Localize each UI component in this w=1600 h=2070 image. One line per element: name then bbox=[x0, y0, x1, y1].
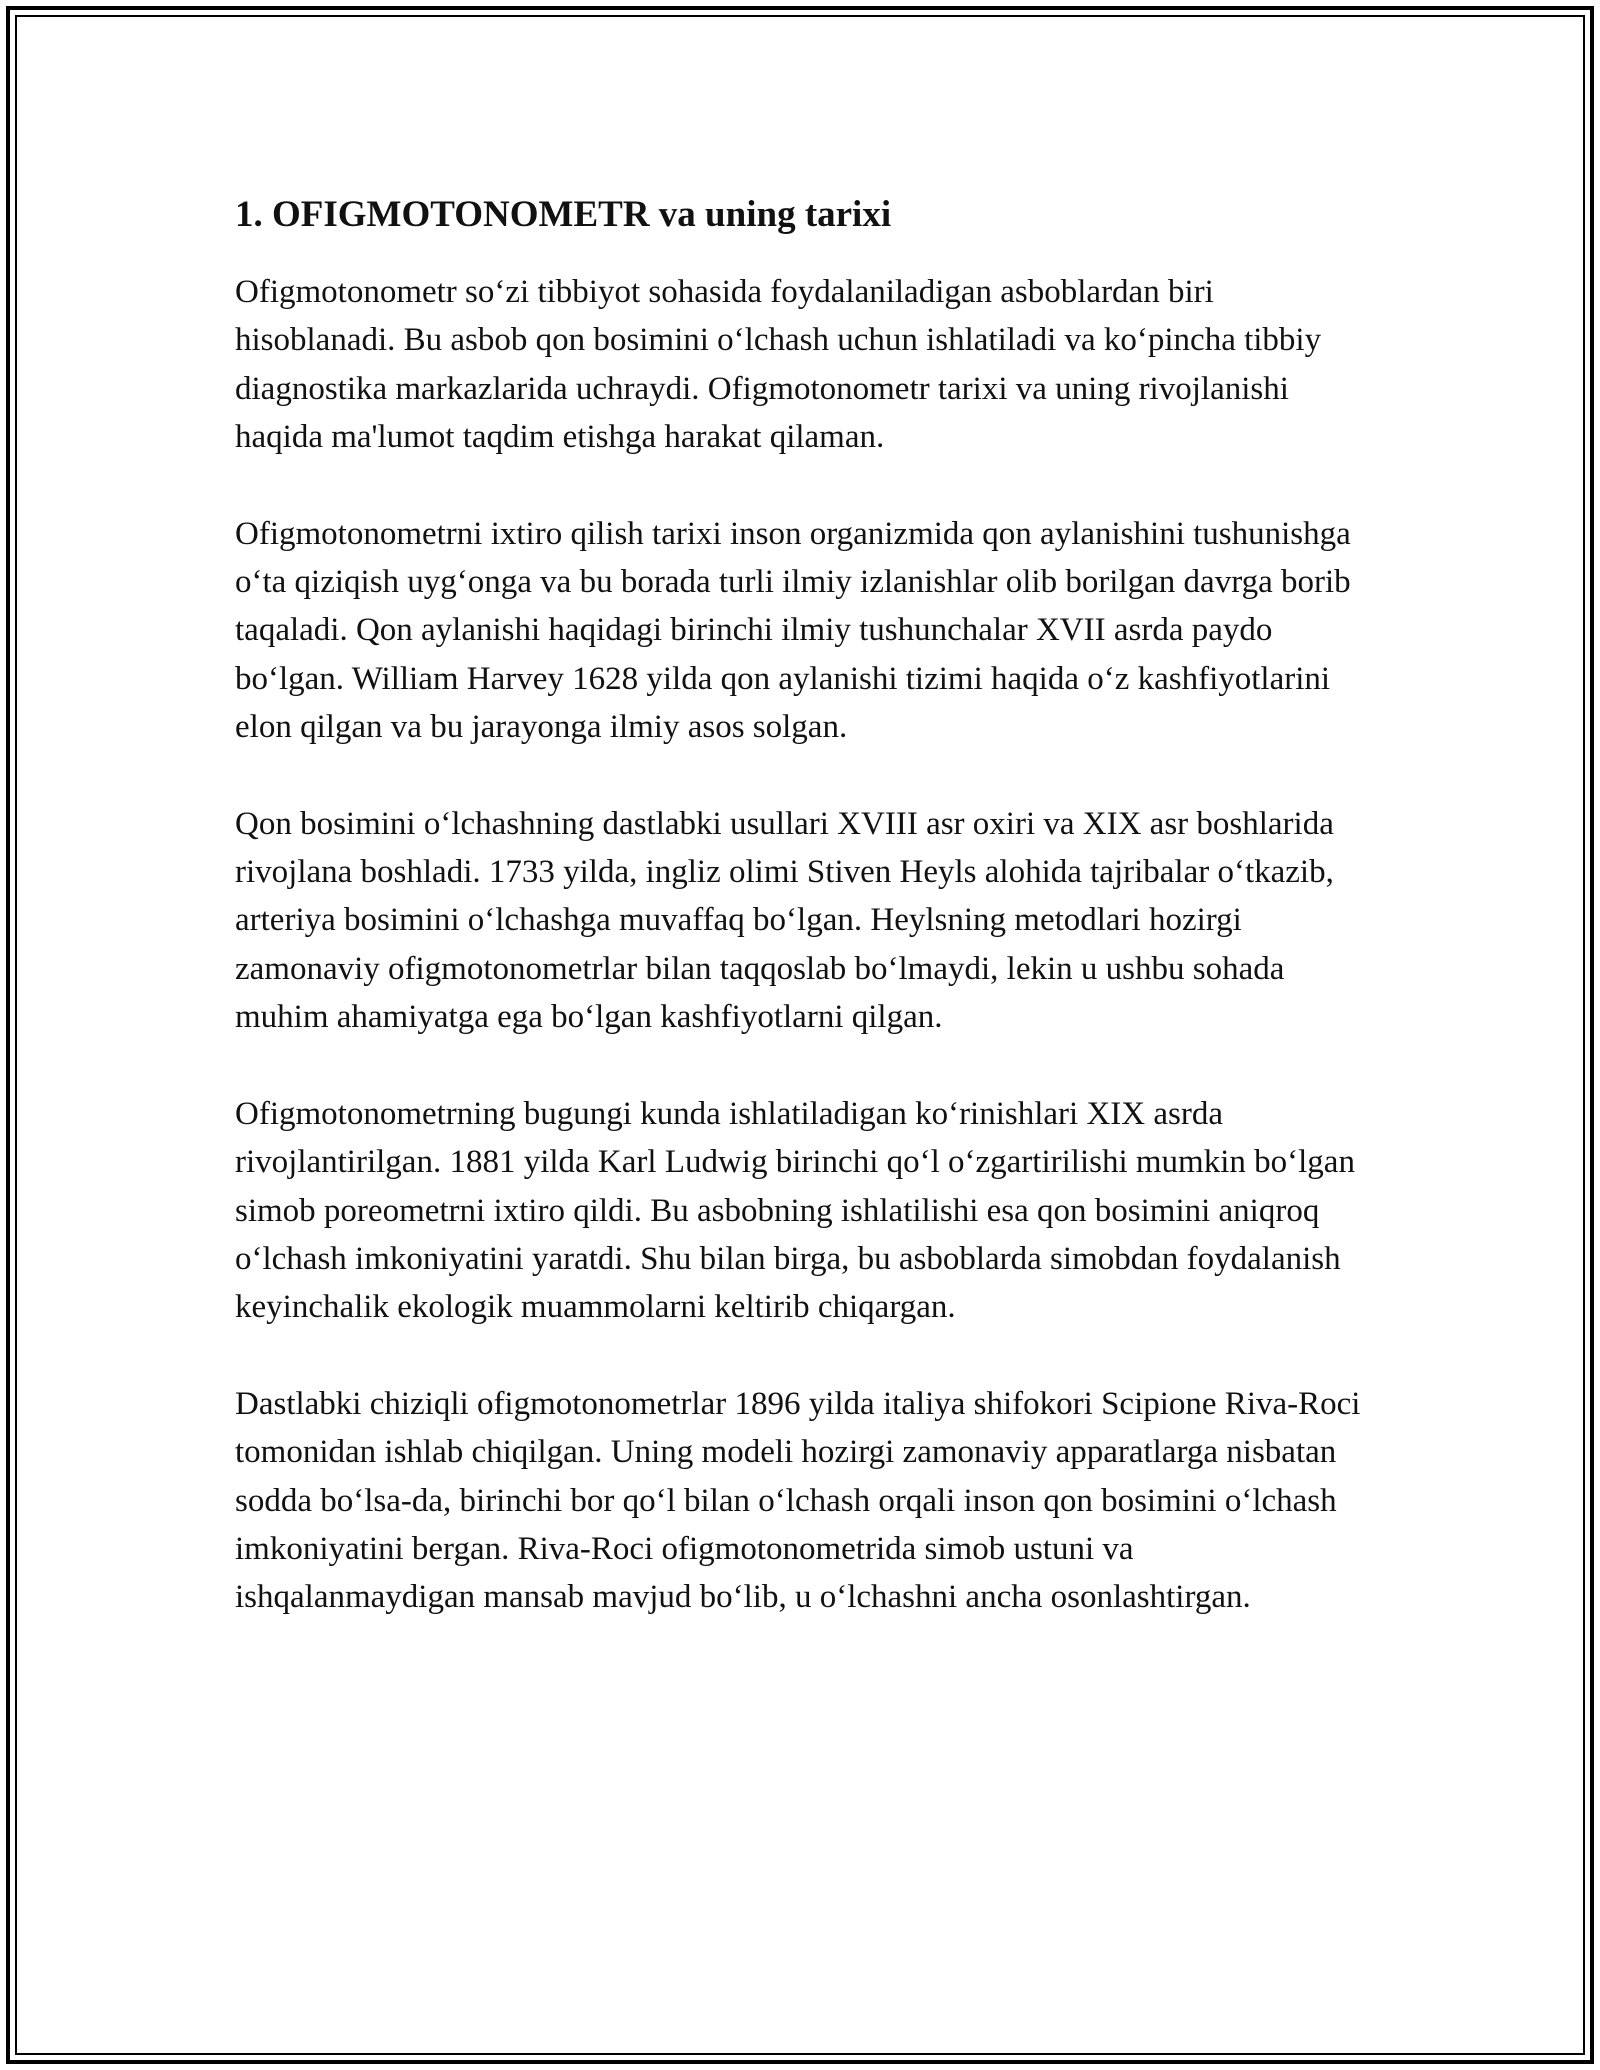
paragraph-4: Ofigmotonometrning bugungi kunda ishlatiladigan ko‘rinishlari XIX asrda rivojlantirilgan. 1881 yilda Karl Ludwig birinchi qo‘l o‘zgartirilishi mumkin bo‘lgan simob poreometrni ixtiro qildi. Bu asbobning ishlatilishi esa qon bosimini aniqroq o‘lchash imkoniyatini yaratdi. Shu bilan birga, bu asboblarda simobdan foydalanish keyinchalik ekologik muammolarni keltirib chiqargan. bbox=[235, 1095, 1355, 1326]
document-title: 1. OFIGMOTONOMETR va uning tarixi bbox=[235, 194, 892, 235]
document-body bbox=[235, 188, 1375, 1670]
paragraph-2: Ofigmotonometrni ixtiro qilish tarixi inson organizmida qon aylanishini tushunishga o‘ta qiziqish uyg‘onga va bu borada turli ilmiy izlanishlar olib borilgan davrga borib taqaladi. Qon aylanishi haqidagi birinchi ilmiy tushunchalar XVII asrda paydo bo‘lgan. William Harvey 1628 yilda qon aylanishi tizimi haqida o‘z kashfiyotlarini elon qilgan va bu jarayonga ilmiy asos solgan. bbox=[235, 515, 1351, 746]
paragraph-5: Dastlabki chiziqli ofigmotonometrlar 1896 yilda italiya shifokori Scipione Riva-Roci tomonidan ishlab chiqilgan. Uning modeli hozirgi zamonaviy apparatlarga nisbatan sodda bo‘lsa-da, birinchi bor qo‘l bilan o‘lchash orqali inson qon bosimini o‘lchash imkoniyatini bergan. Riva-Roci ofigmotonometrida simob ustuni va ishqalanmaydigan mansab mavjud bo‘lib, u o‘lchashni ancha osonlashtirgan. bbox=[235, 1385, 1361, 1616]
paragraph-1: Ofigmotonometr so‘zi tibbiyot sohasida foydalaniladigan asboblardan biri hisoblanadi. Bu asbob qon bosimini o‘lchash uchun ishlatiladi va ko‘pincha tibbiy diagnostika markazlarida uchraydi. Ofigmotonometr tarixi va uning rivojlanishi haqida ma'lumot taqdim etishga harakat qilaman. bbox=[235, 274, 1322, 456]
paragraph-3: Qon bosimini o‘lchashning dastlabki usullari XVIII asr oxiri va XIX asr boshlarida rivojlana boshladi. 1733 yilda, ingliz olimi Stiven Heyls alohida tajribalar o‘tkazib, arteriya bosimini o‘lchashga muvaffaq bo‘lgan. Heylsning metodlari hozirgi zamonaviy ofigmotonometrlar bilan taqqoslab bo‘lmaydi, lekin u ushbu sohada muhim ahamiyatga ega bo‘lgan kashfiyotlarni qilgan. bbox=[235, 805, 1334, 1036]
